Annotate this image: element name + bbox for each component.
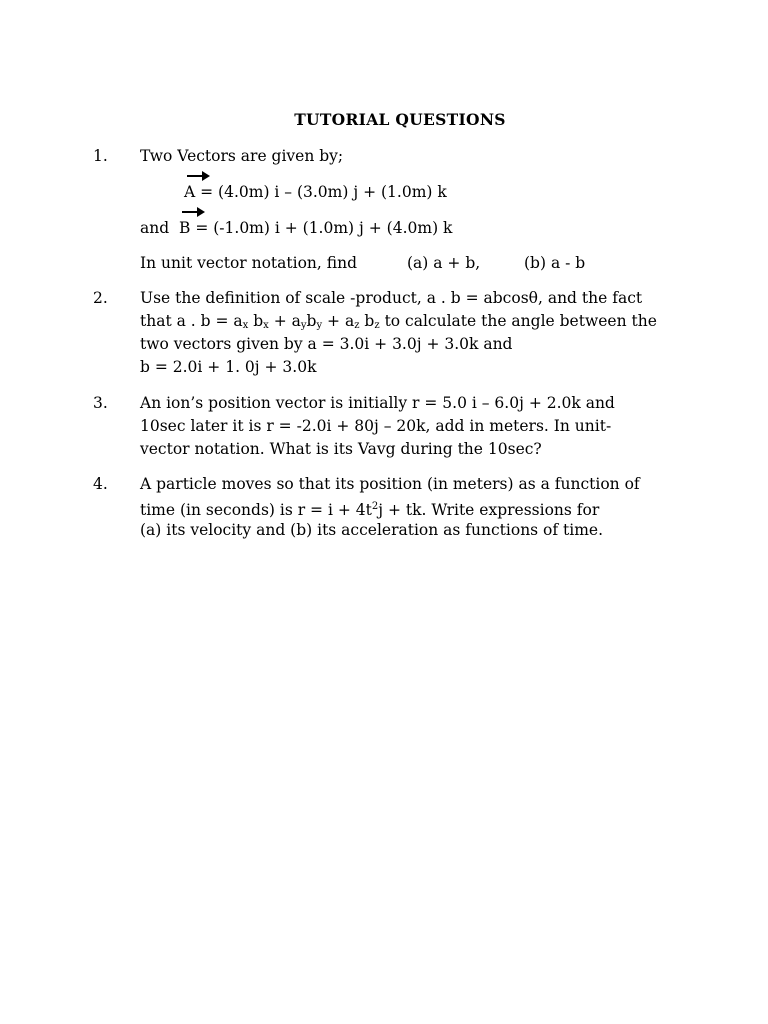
vector-b-symbol: B bbox=[179, 219, 191, 237]
question-2-line-2: that a . $b = a_x$ $b_x + a_yb_y + a_z$ $b_z$ to calculate the angle between the bbox=[140, 312, 657, 331]
page-title: TUTORIAL QUESTIONS bbox=[294, 110, 506, 129]
question-1-part-b: (b) a - b bbox=[524, 254, 586, 272]
question-1-find bbox=[140, 253, 357, 273]
question-4-line-1: A particle moves so that its position (in meters) as a function of bbox=[140, 475, 640, 493]
question-4-line-2: time (in seconds) is $r = i + 4t^2j$ + tk. Write expressions for bbox=[140, 501, 600, 519]
question-2-number: 2. bbox=[93, 289, 108, 307]
vector-b-prefix: and bbox=[140, 219, 170, 237]
question-2-line-2-end: to calculate the angle between the bbox=[379, 312, 657, 330]
question-2-line-2-start: that a . b = a bbox=[140, 312, 243, 330]
question-2-line-3: two vectors given by a = 3.0i + 3.0j + 3.0k and bbox=[140, 335, 513, 353]
question-2-line-1: Use the definition of scale -product, a . b = abcosθ, and the fact bbox=[140, 289, 643, 307]
question-4-line-2-end: j + tk. Write expressions for bbox=[378, 501, 600, 519]
question-3-line-1: An ion’s position vector is initially r = 5.0 i – 6.0j + 2.0k and bbox=[140, 394, 615, 412]
question-1-intro: Two Vectors are given by; bbox=[140, 147, 344, 165]
question-2-line-4: b = 2.0i + 1. 0j + 3.0k bbox=[140, 358, 317, 376]
question-1-vector-a bbox=[184, 182, 447, 202]
question-4-line-2-start: time (in seconds) is r = i + 4t bbox=[140, 501, 372, 519]
vector-a-symbol: A bbox=[184, 183, 196, 201]
question-3-line-2: 10sec later it is r = -2.0i + 80j – 20k, add in meters. In unit- bbox=[140, 417, 612, 435]
question-4-line-3: (a) its velocity and (b) its acceleration as functions of time. bbox=[140, 521, 604, 539]
question-3-line-3: vector notation. What is its Vavg during the 10sec? bbox=[140, 440, 542, 458]
vector-a-expression: = (4.0m) i – (3.0m) j + (1.0m) k bbox=[195, 183, 447, 201]
vector-b-expression: = (-1.0m) i + (1.0m) j + (4.0m) k bbox=[190, 219, 453, 237]
question-1-part-a: (a) a + b, bbox=[407, 254, 481, 272]
find-text: In unit vector notation, find bbox=[140, 254, 357, 272]
question-4-number: 4. bbox=[93, 475, 108, 493]
question-1-vector-b bbox=[140, 218, 452, 238]
question-1-number: 1. bbox=[93, 147, 108, 165]
question-3-number: 3. bbox=[93, 394, 108, 412]
